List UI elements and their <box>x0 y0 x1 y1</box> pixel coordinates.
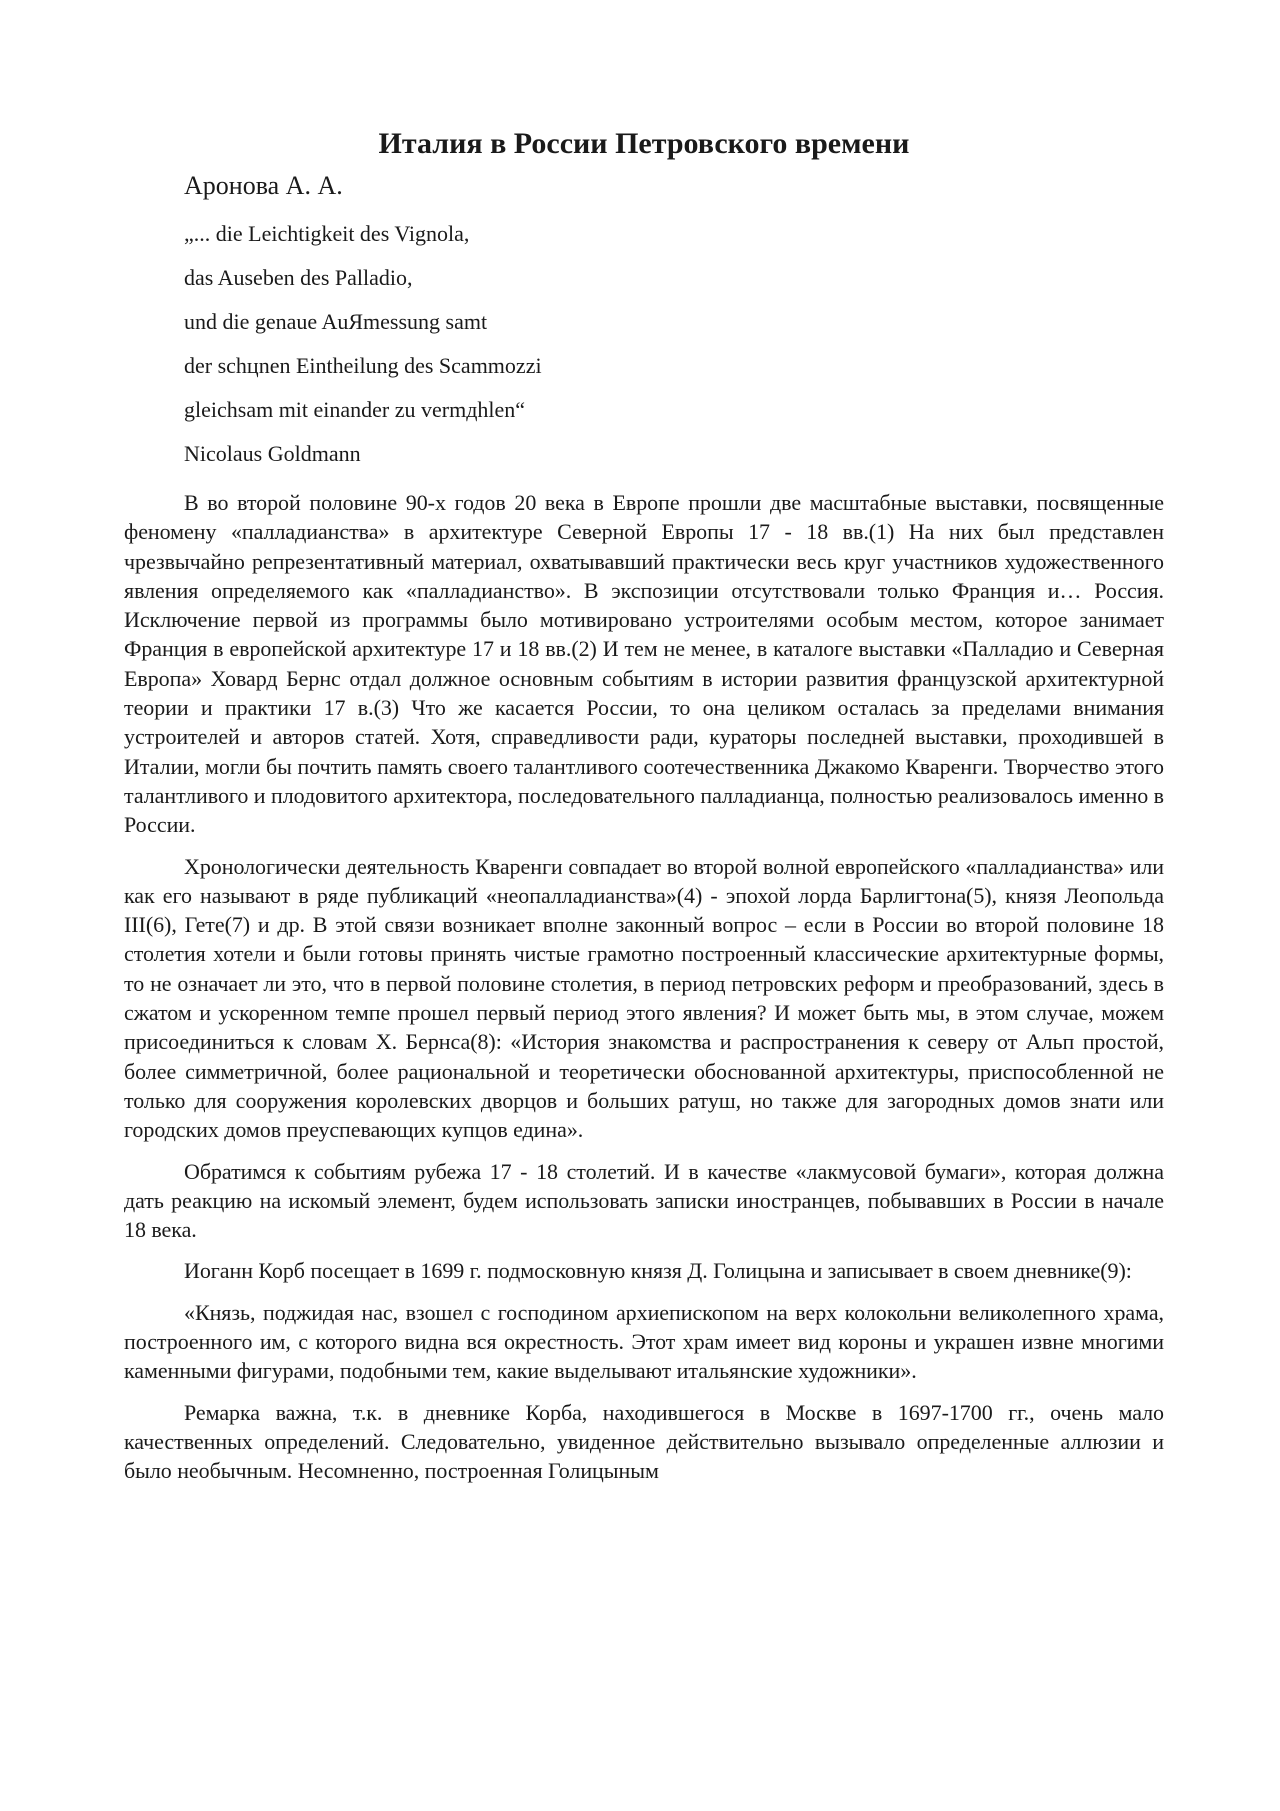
body-paragraph: Хронологически деятельность Кваренги совпадает во второй волной европейского «палладианства» или как его называют в ряде публикаций «неопалладианства»(4) - эпохой лорда Барлигтона(5), князя Леопольда III(6), Гете(7) и др. В этой связи возникает вполне законный вопрос – если в России во второй половине 18 столетия хотели и были готовы принять чистые грамотно построенный классические архитектурные формы, то не означает ли это, что в первой половине столетия, в период петровских реформ и преобразований, здесь в сжатом и ускоренном темпе прошел первый период этого явления? И может быть мы, в этом случае, можем присоединиться к словам Х. Бернса(8): «История знакомства и распространения к северу от Альп простой, более симметричной, более рациональной и теоретически обоснованной архитектуры, приспособленной не только для сооружения королевских дворцов и больших ратуш, но также для загородных домов знати или городских домов преуспевающих купцов едина». <box>124 853 1164 1143</box>
epigraph-line: der schцnen Eintheilung des Scammozzi <box>184 353 542 378</box>
epigraph-line: gleichsam mit einander zu vermдhlen“ <box>184 397 526 422</box>
epigraph-attribution: Nicolaus Goldmann <box>184 441 361 466</box>
epigraph-line: das Auseben des Palladio, <box>184 265 413 290</box>
body-paragraph: Обратимся к событиям рубежа 17 - 18 столетий. И в качестве «лакмусовой бумаги», которая должна дать реакцию на искомый элемент, будем использовать записки иностранцев, побывавших в России в начале 18 века. <box>124 1158 1164 1243</box>
body-paragraph: В во второй половине 90-х годов 20 века в Европе прошли две масштабные выставки, посвященные феномену «палладианства» в архитектуре Северной Европы 17 - 18 вв.(1) На них был представлен чрезвычайно репрезентативный материал, охватывавший практически весь круг участников художественного явления определяемого как «палладианство». В экспозиции отсутствовали только Франция и… Россия. Исключение первой из программы было мотивировано устроителями особым местом, которое занимает Франция в европейской архитектуре 17 и 18 вв.(2) И тем не менее, в каталоге выставки «Палладио и Северная Европа» Ховард Бернс отдал должное основным событиям в истории развития французской архитектурной теории и практики 17 в.(3) Что же касается России, то она целиком осталась за пределами внимания устроителей и авторов статей. Хотя, справедливости ради, кураторы последней выставки, проходившей в Италии, могли бы почтить память своего талантливого соотечественника Джакомо Кваренги. Творчество этого талантливого и плодовитого архитектора, последовательного палладианца, полностью реализовалось именно в России. <box>124 490 1164 838</box>
body-paragraph: Иоганн Корб посещает в 1699 г. подмосковную князя Д. Голицына и записывает в своем дневнике(9): <box>184 1258 1132 1284</box>
author-name: Аронова А. А. <box>184 171 343 200</box>
epigraph-line: „... die Leichtigkeit des Vignola, <box>184 221 470 246</box>
document-title: Италия в России Петровского времени <box>378 127 910 160</box>
body-paragraph: Ремарка важна, т.к. в дневнике Корба, находившегося в Москве в 1697-1700 гг., очень мало качественных определений. Следовательно, увиденное действительно вызывало определенные аллюзии и было необычным. Несомненно, построенная Голицыным <box>124 1399 1164 1484</box>
quotation-paragraph: «Князь, поджидая нас, взошел с господином архиепископом на верх колокольни великолепного храма, построенного им, с которого видна вся окрестность. Этот храм имеет вид короны и украшен извне многими каменными фигурами, подобными тем, какие выделывают итальянские художники». <box>124 1299 1164 1384</box>
epigraph <box>184 212 1164 476</box>
epigraph-line: und die genaue AuЯmessung samt <box>184 309 488 334</box>
document-content <box>124 124 1164 1498</box>
